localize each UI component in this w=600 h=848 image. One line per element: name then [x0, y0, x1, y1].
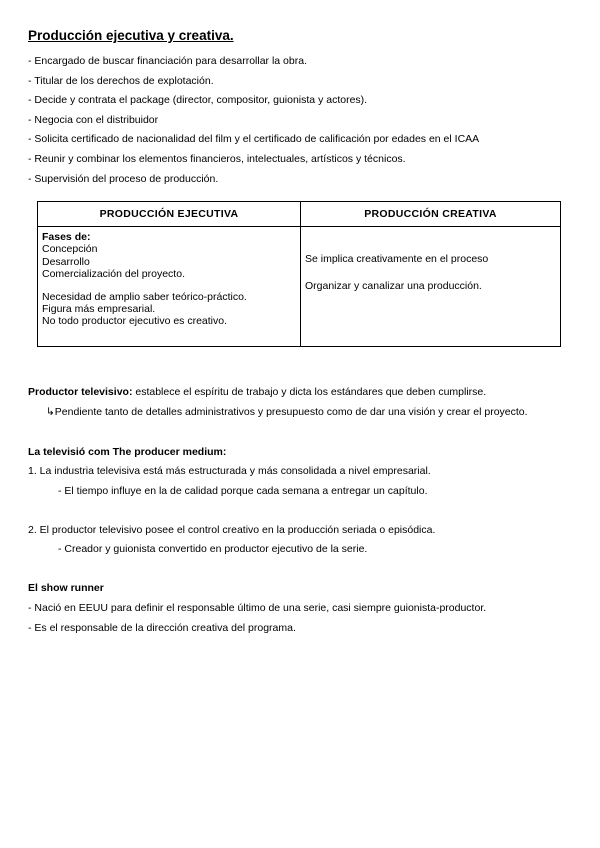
- creative-item: Se implica creativamente en el proceso: [305, 253, 489, 265]
- medium-item-2-sub: - Creador y guionista convertido en productor ejecutivo de la serie.: [58, 543, 368, 555]
- responsibilities-list: [28, 54, 479, 191]
- list-item: - Decide y contrata el package (director, compositor, guionista y actores).: [28, 94, 368, 107]
- header-creative: PRODUCCIÓN CREATIVA: [301, 202, 561, 227]
- note-item: No todo productor ejecutivo es creativo.: [42, 315, 228, 328]
- phase-item: Desarrollo: [42, 255, 90, 268]
- table-header-row: [38, 202, 561, 227]
- tv-producer-sub: ↳Pendiente tanto de detalles administrativos y presupuesto como de dar una visión y crear el proyecto.: [46, 406, 528, 418]
- list-item: - Negocia con el distribuidor: [28, 113, 159, 126]
- table-row: [38, 227, 561, 347]
- medium-item-2: 2. El productor televisivo posee el control creativo en la producción seriada o episódica.: [28, 524, 436, 536]
- showrunner-heading: El show runner: [28, 582, 104, 594]
- executive-cell: [38, 227, 301, 347]
- creative-cell: [301, 227, 561, 347]
- tv-producer-text: establece el espíritu de trabajo y dicta los estándares que deben cumplirse.: [132, 386, 487, 398]
- showrunner-line: - Nació en EEUU para definir el responsable último de una serie, casi siempre guionista-productor.: [28, 602, 487, 614]
- page-title: Producción ejecutiva y creativa.: [28, 28, 234, 43]
- phase-item: Comercialización del proyecto.: [42, 268, 185, 281]
- tv-producer-label: Productor televisivo:: [28, 386, 133, 398]
- list-item: - Reunir y combinar los elementos financieros, intelectuales, artísticos y técnicos.: [28, 152, 406, 165]
- note-item: Necesidad de amplio saber teórico-práctico.: [42, 290, 247, 303]
- creative-item: Organizar y canalizar una producción.: [305, 280, 482, 292]
- spacer: [42, 281, 296, 291]
- tv-producer-line: [28, 386, 486, 398]
- showrunner-line: - Es el responsable de la dirección creativa del programa.: [28, 622, 296, 634]
- comparison-table: [37, 201, 561, 347]
- list-item: - Supervisión del proceso de producción.: [28, 172, 219, 185]
- medium-item-1-sub: - El tiempo influye en la de calidad porque cada semana a entregar un capítulo.: [58, 485, 428, 497]
- header-executive: PRODUCCIÓN EJECUTIVA: [38, 202, 301, 227]
- list-item: - Titular de los derechos de explotación.: [28, 74, 214, 87]
- note-item: Figura más empresarial.: [42, 303, 156, 316]
- medium-item-1: 1. La industria televisiva está más estructurada y más consolidada a nivel empresarial.: [28, 465, 431, 477]
- phases-label: Fases de:: [42, 231, 91, 243]
- medium-heading: La televisió com The producer medium:: [28, 446, 227, 458]
- list-item: - Encargado de buscar financiación para desarrollar la obra.: [28, 55, 307, 67]
- list-item: - Solicita certificado de nacionalidad del film y el certificado de calificación por edades en el ICAA: [28, 133, 480, 146]
- phase-item: Concepción: [42, 243, 98, 256]
